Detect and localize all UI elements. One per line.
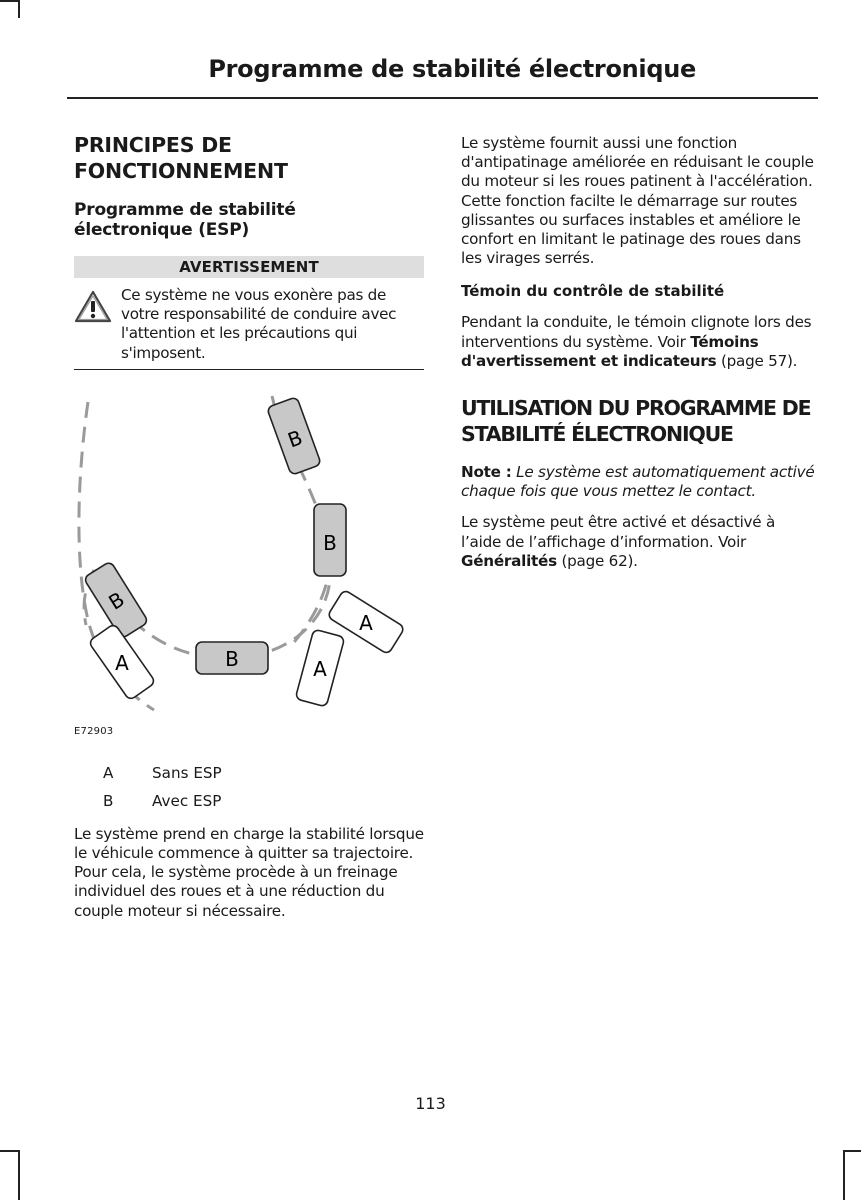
car-b-label: B: [104, 586, 129, 615]
indicator-paragraph: [461, 313, 816, 371]
car-a-bottom-right: [295, 629, 345, 707]
subsection-heading: Programme de stabilité électronique (ESP): [74, 200, 296, 240]
page-number: 113: [415, 1094, 446, 1113]
crop-mark: [18, 0, 20, 18]
car-a-label: A: [359, 610, 373, 635]
car-a-bottom-left: [88, 623, 156, 700]
section-heading: PRINCIPES DE FONCTIONNEMENT: [74, 133, 288, 183]
header-rule: [67, 97, 818, 99]
indicator-text: Pendant la conduite, le témoin clignote lors des interventions du système. Voir: [461, 313, 812, 351]
general-link[interactable]: Généralités: [461, 551, 557, 570]
note-label: Note :: [461, 463, 512, 482]
legend-label: Sans ESP: [152, 763, 222, 782]
warning-triangle-icon: [74, 290, 112, 324]
page-header-title: Programme de stabilité électronique: [208, 55, 696, 83]
crop-mark: [0, 1150, 18, 1152]
legend: [74, 764, 424, 811]
crop-mark: [843, 1150, 861, 1152]
esp-trajectory-illustration: [74, 390, 424, 720]
car-a-label: A: [313, 656, 327, 681]
warning-box: [74, 256, 424, 370]
figure-code: E72903: [74, 725, 114, 737]
car-b-label: B: [284, 425, 306, 453]
legend-key: A: [103, 763, 114, 782]
traction-paragraph: Le système fournit aussi une fonction d'antipatinage améliorée en réduisant le couple du moteur si les roues patinent à l'accélération. Cette fonction facilte le démarrage sur routes glissantes ou surfaces instables et améliore le confort en limitant le patinage des roues dans les virages serrés.: [461, 134, 814, 268]
warning-text: Ce système ne vous exonère pas de votre responsabilité de conduire avec l'attention et les précautions qui s'imposent.: [121, 286, 397, 362]
note-text: Le système est automatiquement activé chaque fois que vous mettez le contact.: [461, 463, 815, 501]
warning-body: [74, 286, 424, 370]
stability-paragraph: Le système prend en charge la stabilité lorsque le véhicule commence à quitter sa trajectoire. Pour cela, le système procède à un freinage individuel des roues et à une réduction du couple moteur si nécessaire.: [74, 824, 424, 920]
car-b-right: [314, 504, 346, 576]
note-paragraph: [461, 463, 816, 501]
car-a-label: A: [115, 650, 129, 675]
legend-key: B: [103, 791, 114, 810]
car-b-label: B: [323, 530, 337, 555]
warning-label: AVERTISSEMENT: [74, 256, 424, 278]
crop-mark: [0, 0, 18, 2]
crop-mark: [843, 1150, 845, 1200]
left-column: [74, 132, 424, 933]
legend-label: Avec ESP: [152, 791, 222, 810]
warning-lamps-link[interactable]: Témoins d'avertissement et indicateurs: [461, 332, 759, 370]
car-b-top: [267, 397, 322, 476]
crop-mark: [18, 1150, 20, 1200]
legend-row: [74, 792, 424, 811]
right-column: [461, 132, 816, 583]
esp-diagram: [74, 390, 424, 750]
indicator-subheading: Témoin du contrôle de stabilité: [461, 282, 725, 301]
page-ref: (page 62).: [556, 551, 638, 570]
car-b-label: B: [225, 646, 239, 671]
activation-paragraph: [461, 513, 816, 571]
activation-text: Le système peut être activé et désactivé à l’aide de l’affichage d’information. Voir: [461, 513, 776, 551]
legend-row: [74, 764, 424, 783]
usage-heading: UTILISATION DU PROGRAMME DE STABILITÉ ÉLECTRONIQUE: [461, 396, 811, 447]
page-ref: (page 57).: [716, 351, 798, 370]
car-b-bottom: [196, 642, 268, 674]
